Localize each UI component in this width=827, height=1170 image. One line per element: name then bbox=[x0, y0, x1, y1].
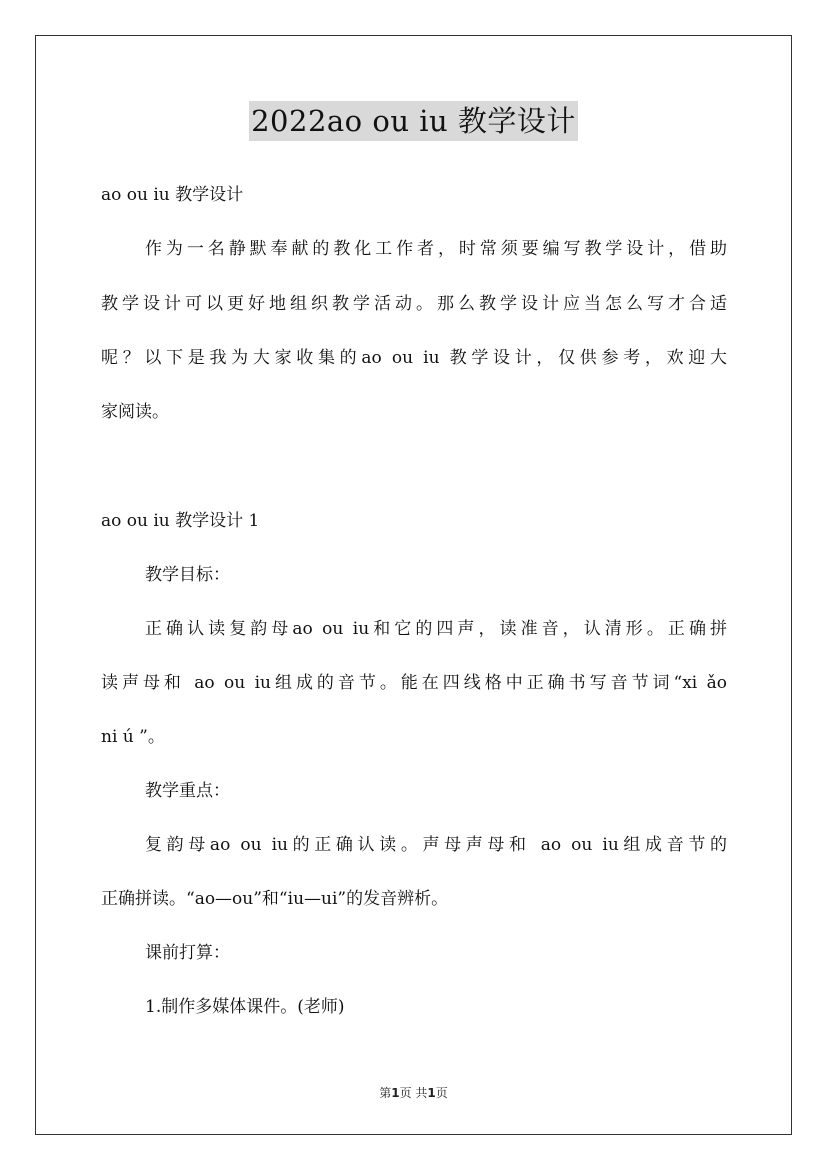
objectives-line-3: ni ú ”。 bbox=[101, 727, 165, 747]
focus-line-1: 复韵母ao ou iu的正确认读。声母声母和 ao ou iu组成音节的 bbox=[145, 835, 727, 855]
prep-label: 课前打算： bbox=[145, 943, 230, 963]
focus-line-2: 正确拼读。“ao—ou”和“iu—ui”的发音辨析。 bbox=[101, 889, 449, 909]
prep-item-1: 1.制作多媒体课件。(老师) bbox=[145, 997, 345, 1017]
footer-suffix: 页 bbox=[435, 1086, 448, 1100]
intro-line-4: 家阅读。 bbox=[101, 402, 169, 422]
document-title: 2022ao ou iu 教学设计 bbox=[249, 101, 578, 141]
footer-prefix: 第 bbox=[379, 1086, 392, 1100]
objectives-line-2: 读声母和 ao ou iu组成的音节。能在四线格中正确书写音节词“xi ǎo bbox=[101, 673, 727, 693]
page-footer bbox=[0, 1084, 827, 1101]
footer-page-current: 1 bbox=[391, 1086, 400, 1100]
section-heading: ao ou iu 教学设计 1 bbox=[101, 511, 260, 531]
footer-page-total: 1 bbox=[427, 1086, 436, 1100]
intro-line-3: 呢？以下是我为大家收集的ao ou iu 教学设计，仅供参考，欢迎大 bbox=[101, 348, 727, 368]
objectives-line-1: 正确认读复韵母ao ou iu和它的四声，读准音，认清形。正确拼 bbox=[145, 619, 727, 639]
subtitle: ao ou iu 教学设计 bbox=[101, 185, 244, 205]
footer-mid: 页 共 bbox=[399, 1086, 428, 1100]
objectives-label: 教学目标： bbox=[145, 565, 230, 585]
title-wrap bbox=[0, 101, 827, 141]
intro-line-1: 作为一名静默奉献的教化工作者，时常须要编写教学设计，借助 bbox=[145, 239, 727, 259]
focus-label: 教学重点： bbox=[145, 781, 230, 801]
intro-line-2: 教学设计可以更好地组织教学活动。那么教学设计应当怎么写才合适 bbox=[101, 294, 727, 314]
